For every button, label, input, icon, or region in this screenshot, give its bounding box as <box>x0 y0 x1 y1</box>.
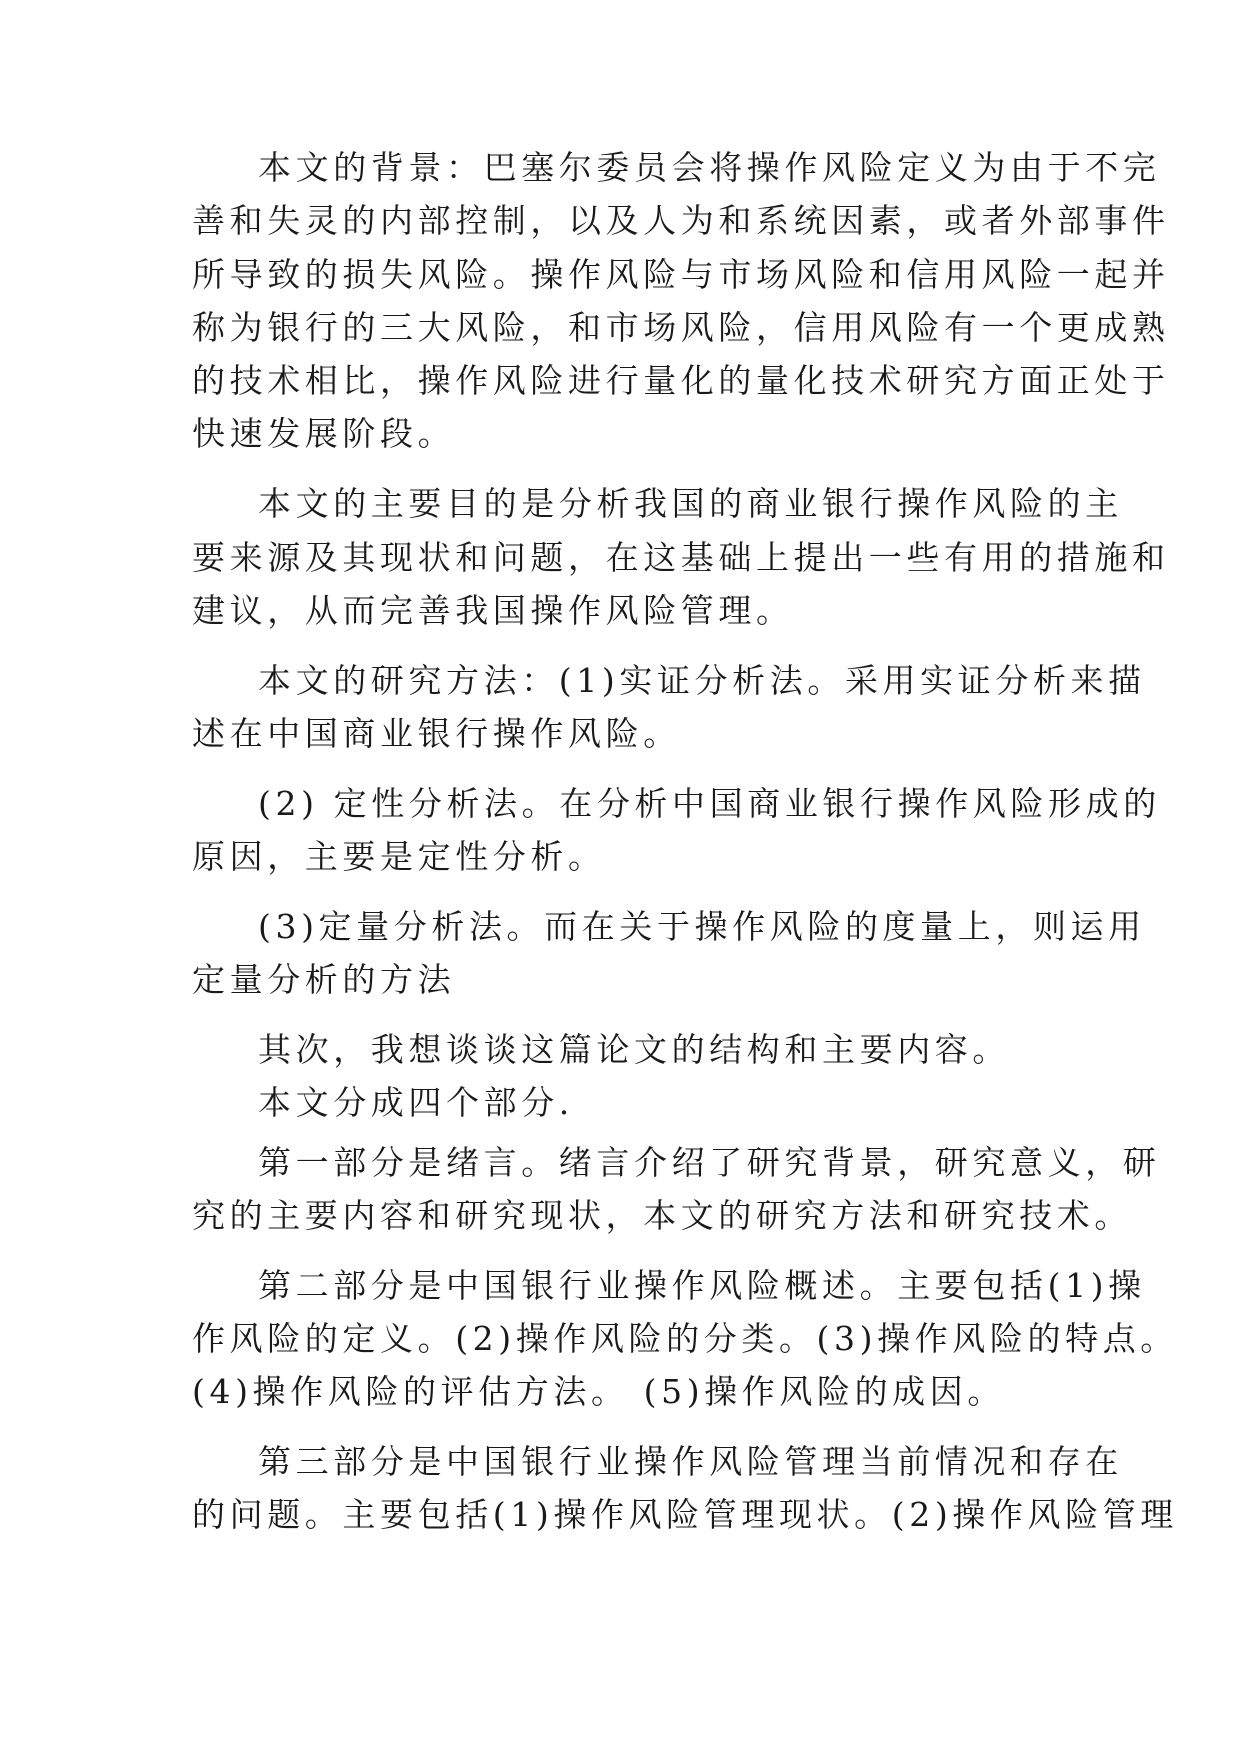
paragraph-line: 究的主要内容和研究现状，本文的研究方法和研究技术。 <box>192 1196 1132 1235</box>
paragraph-line: 称为银行的三大风险，和市场风险，信用风险有一个更成熟 <box>192 308 1170 347</box>
paragraph-line: 原因，主要是定性分析。 <box>192 837 606 876</box>
paragraph-line: 的技术相比，操作风险进行量化的量化技术研究方面正处于 <box>192 361 1170 400</box>
paragraph-line: 快速发展阶段。 <box>192 414 456 453</box>
paragraph-line: (4)操作风险的评估方法。 (5)操作风险的成因。 <box>192 1372 1005 1411</box>
paragraph-line: 本文的背景：巴塞尔委员会将操作风险定义为由于不完 <box>258 148 1161 187</box>
paragraph-line: 作风险的定义。(2)操作风险的分类。(3)操作风险的特点。 <box>192 1319 1178 1358</box>
paragraph-line: 本文的研究方法：(1)实证分析法。采用实证分析来描 <box>258 661 1146 700</box>
paragraph-line: 第三部分是中国银行业操作风险管理当前情况和存在 <box>258 1442 1123 1481</box>
paragraph-line: 其次，我想谈谈这篇论文的结构和主要内容。 <box>258 1030 1010 1069</box>
paragraph-line: 本文分成四个部分. <box>258 1083 574 1122</box>
paragraph-line: 第一部分是绪言。绪言介绍了研究背景，研究意义，研 <box>258 1143 1161 1182</box>
paragraph-line: 的问题。主要包括(1)操作风险管理现状。(2)操作风险管理 <box>192 1495 1178 1534</box>
paragraph-line: 要来源及其现状和问题，在这基础上提出一些有用的措施和 <box>192 538 1170 577</box>
paragraph-line: 本文的主要目的是分析我国的商业银行操作风险的主 <box>258 484 1123 523</box>
paragraph-line: 第二部分是中国银行业操作风险概述。主要包括(1)操 <box>258 1266 1146 1305</box>
paragraph-line: 建议，从而完善我国操作风险管理。 <box>192 591 794 630</box>
paragraph-line: 善和失灵的内部控制，以及人为和系统因素，或者外部事件 <box>192 201 1170 240</box>
paragraph-line: 述在中国商业银行操作风险。 <box>192 714 681 753</box>
paragraph-line: 定量分析的方法 <box>192 960 456 999</box>
paragraph-line: 所导致的损失风险。操作风险与市场风险和信用风险一起并 <box>192 255 1170 294</box>
paragraph-line: (2) 定性分析法。在分析中国商业银行操作风险形成的 <box>258 784 1161 823</box>
paragraph-line: (3)定量分析法。而在关于操作风险的度量上，则运用 <box>258 907 1146 946</box>
